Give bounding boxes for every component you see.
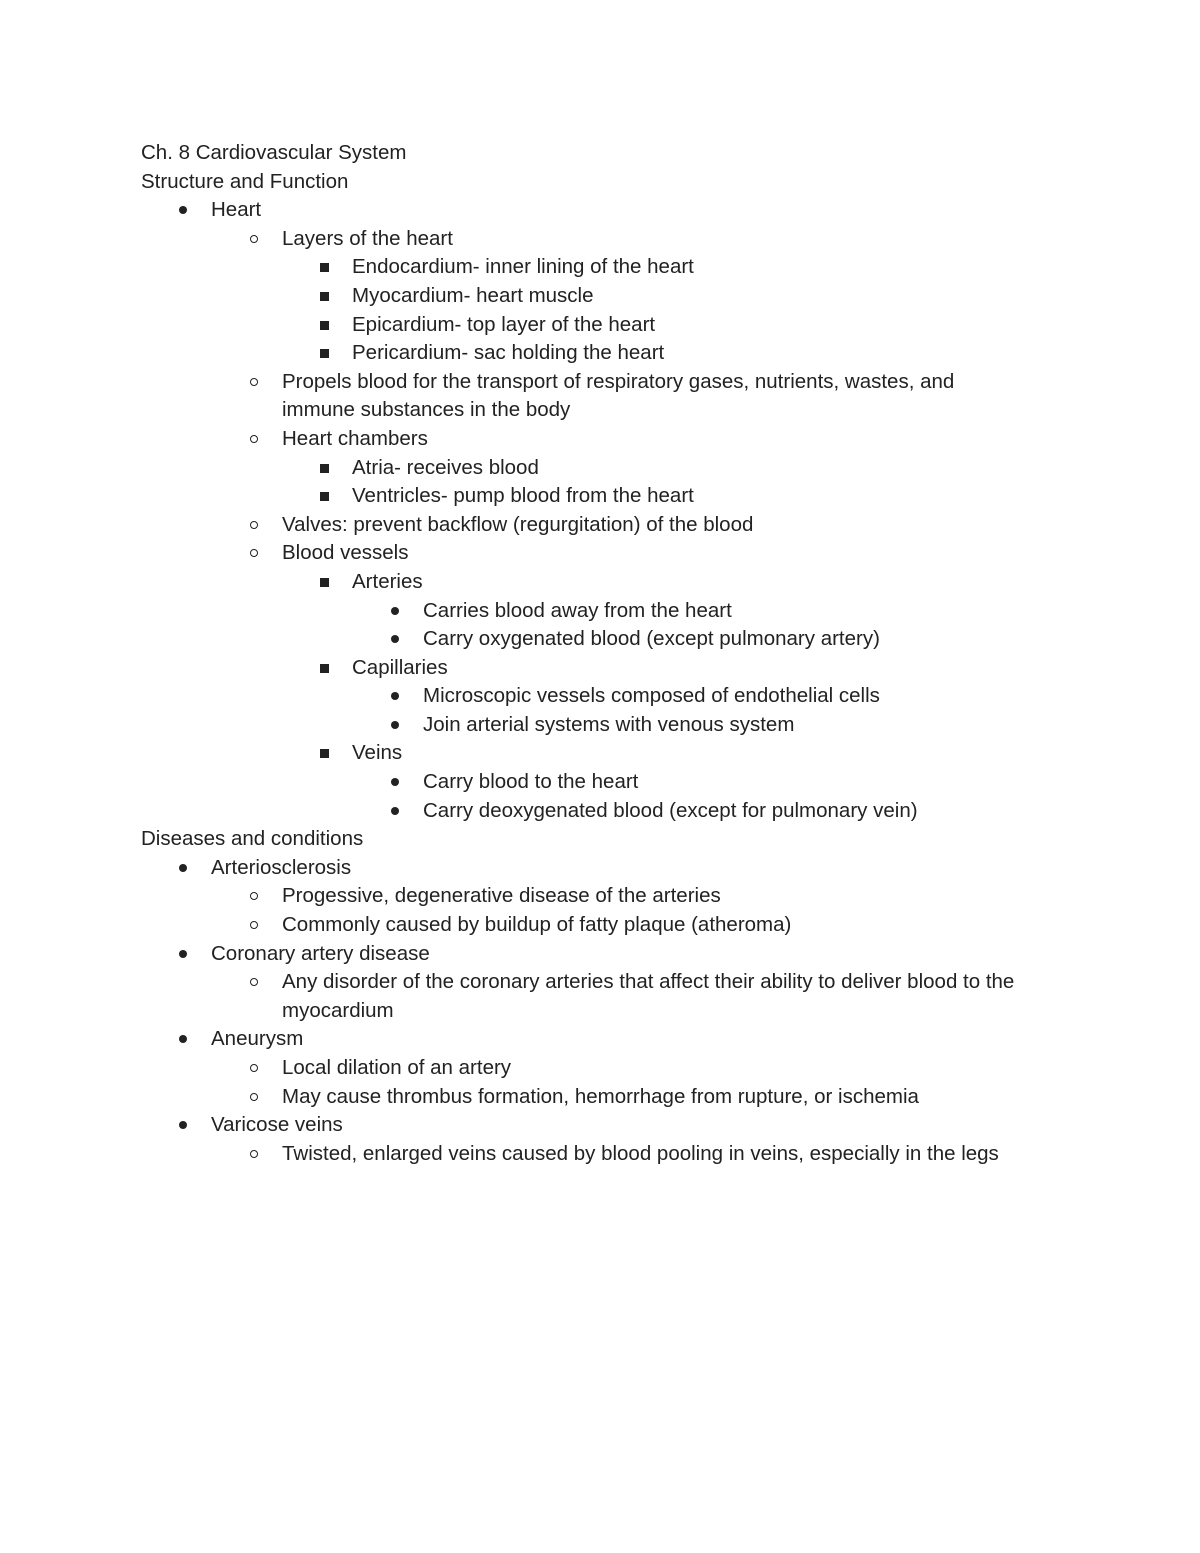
list-item-text: Capillaries bbox=[352, 655, 448, 679]
list-item bbox=[141, 339, 1101, 368]
list-item-text: Atria- receives blood bbox=[352, 455, 539, 479]
disc-bullet-icon bbox=[179, 206, 187, 214]
list-item-text: Varicose veins bbox=[211, 1113, 343, 1137]
list-item bbox=[141, 311, 1101, 340]
square-bullet-icon bbox=[320, 321, 329, 330]
circle-bullet-icon bbox=[250, 521, 258, 529]
list-item bbox=[141, 625, 1101, 654]
list-item-text: Ventricles- pump blood from the heart bbox=[352, 484, 694, 508]
list-item bbox=[141, 968, 1101, 1025]
list-item-text: Carry deoxygenated blood (except for pulmonary vein) bbox=[423, 798, 918, 822]
list-item bbox=[141, 1140, 1101, 1169]
list-item-text: Heart chambers bbox=[282, 426, 428, 450]
list-item-layers bbox=[141, 225, 1101, 254]
disc-bullet-icon bbox=[391, 635, 399, 643]
list-item bbox=[141, 454, 1101, 483]
list-item-arteries bbox=[141, 568, 1101, 597]
disc-bullet-icon bbox=[391, 807, 399, 815]
circle-bullet-icon bbox=[250, 549, 258, 557]
list-item-text: Join arterial systems with venous system bbox=[423, 712, 795, 736]
list-item-text: Aneurysm bbox=[211, 1027, 304, 1051]
circle-bullet-icon bbox=[250, 921, 258, 929]
list-item-text: Valves: prevent backflow (regurgitation) of the blood bbox=[282, 512, 754, 536]
list-item-chambers bbox=[141, 425, 1101, 454]
square-bullet-icon bbox=[320, 464, 329, 473]
list-item-heart bbox=[141, 196, 1101, 225]
list-item-vessels bbox=[141, 539, 1101, 568]
square-bullet-icon bbox=[320, 349, 329, 358]
list-item-text: Any disorder of the coronary arteries that affect their ability to deliver blood to the myocardium bbox=[282, 970, 1015, 1022]
list-item bbox=[141, 482, 1101, 511]
list-item-text: May cause thrombus formation, hemorrhage from rupture, or ischemia bbox=[282, 1084, 919, 1108]
list-item-text: Myocardium- heart muscle bbox=[352, 283, 594, 307]
notes-body bbox=[141, 139, 1101, 1168]
disc-bullet-icon bbox=[179, 864, 187, 872]
list-item bbox=[141, 253, 1101, 282]
square-bullet-icon bbox=[320, 578, 329, 587]
list-item-text: Endocardium- inner lining of the heart bbox=[352, 255, 694, 279]
list-item-text: Progessive, degenerative disease of the arteries bbox=[282, 884, 721, 908]
circle-bullet-icon bbox=[250, 892, 258, 900]
list-item bbox=[141, 682, 1101, 711]
list-item-text: Propels blood for the transport of respiratory gases, nutrients, wastes, and immune substances in the body bbox=[282, 369, 955, 422]
list-item bbox=[141, 282, 1101, 311]
list-item-text: Commonly caused by buildup of fatty plaque (atheroma) bbox=[282, 913, 792, 937]
disc-bullet-icon bbox=[179, 950, 187, 958]
list-item bbox=[141, 597, 1101, 626]
list-item-valves bbox=[141, 511, 1101, 540]
disc-bullet-icon bbox=[391, 778, 399, 786]
list-item bbox=[141, 911, 1101, 940]
list-item-cad bbox=[141, 940, 1101, 969]
section-heading-structure: Structure and Function bbox=[141, 169, 349, 193]
circle-bullet-icon bbox=[250, 235, 258, 243]
list-item-text: Arteries bbox=[352, 569, 423, 593]
list-item-text: Twisted, enlarged veins caused by blood pooling in veins, especially in the legs bbox=[282, 1141, 999, 1165]
list-item-aneurysm bbox=[141, 1025, 1101, 1054]
list-item bbox=[141, 711, 1101, 740]
list-item-text: Carries blood away from the heart bbox=[423, 598, 732, 622]
list-item-veins bbox=[141, 739, 1101, 768]
list-item-text: Veins bbox=[352, 741, 403, 765]
list-item-text: Coronary artery disease bbox=[211, 941, 430, 965]
list-item-varicose bbox=[141, 1111, 1101, 1140]
list-item bbox=[141, 797, 1101, 826]
circle-bullet-icon bbox=[250, 378, 258, 386]
list-item-text: Pericardium- sac holding the heart bbox=[352, 341, 665, 365]
disc-bullet-icon bbox=[391, 692, 399, 700]
disc-bullet-icon bbox=[179, 1035, 187, 1043]
list-item-capillaries bbox=[141, 654, 1101, 683]
circle-bullet-icon bbox=[250, 1064, 258, 1072]
list-item bbox=[141, 768, 1101, 797]
square-bullet-icon bbox=[320, 492, 329, 501]
circle-bullet-icon bbox=[250, 978, 258, 986]
square-bullet-icon bbox=[320, 749, 329, 758]
list-item bbox=[141, 882, 1101, 911]
list-item-text: Epicardium- top layer of the heart bbox=[352, 312, 656, 336]
square-bullet-icon bbox=[320, 664, 329, 673]
list-item-propels bbox=[141, 368, 1101, 425]
square-bullet-icon bbox=[320, 292, 329, 301]
section-heading-diseases: Diseases and conditions bbox=[141, 827, 364, 851]
disc-bullet-icon bbox=[179, 1121, 187, 1129]
disc-bullet-icon bbox=[391, 607, 399, 615]
list-item-text: Microscopic vessels composed of endothelial cells bbox=[423, 684, 880, 708]
square-bullet-icon bbox=[320, 263, 329, 272]
list-item-text: Heart bbox=[211, 198, 262, 222]
list-item bbox=[141, 1054, 1101, 1083]
circle-bullet-icon bbox=[250, 435, 258, 443]
list-item bbox=[141, 1083, 1101, 1112]
list-item-text: Carry oxygenated blood (except pulmonary artery) bbox=[423, 627, 880, 651]
disc-bullet-icon bbox=[391, 721, 399, 729]
document-title: Ch. 8 Cardiovascular System bbox=[141, 141, 407, 164]
list-item-arteriosclerosis bbox=[141, 854, 1101, 883]
circle-bullet-icon bbox=[250, 1150, 258, 1158]
list-item-text: Carry blood to the heart bbox=[423, 770, 639, 794]
circle-bullet-icon bbox=[250, 1093, 258, 1101]
list-item-text: Arteriosclerosis bbox=[211, 855, 352, 879]
list-item-text: Local dilation of an artery bbox=[282, 1056, 512, 1079]
list-item-text: Layers of the heart bbox=[282, 226, 453, 250]
list-item-text: Blood vessels bbox=[282, 541, 409, 565]
